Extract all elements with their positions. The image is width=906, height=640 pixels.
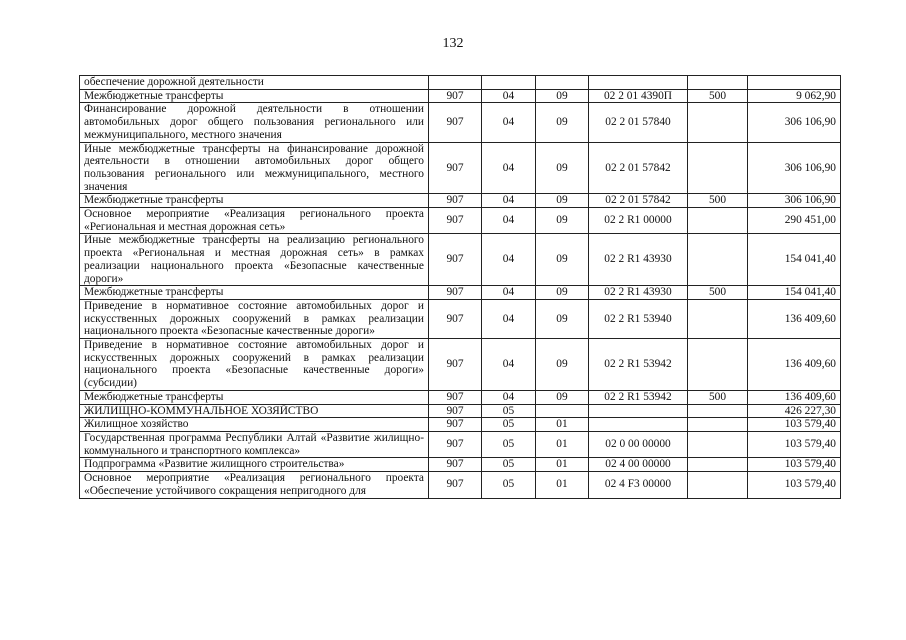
cell-amount: 306 106,90 xyxy=(748,194,841,208)
table-row xyxy=(80,458,841,472)
cell-expense-type xyxy=(688,234,748,286)
cell-subsection: 09 xyxy=(536,194,589,208)
cell-name: обеспечение дорожной деятельности xyxy=(80,76,429,90)
cell-ministry-code: 907 xyxy=(429,103,482,142)
page-number: 132 xyxy=(442,36,464,51)
cell-subsection: 01 xyxy=(536,431,589,457)
cell-name: Основное мероприятие «Реализация регионального проекта «Региональная и местная дорожная сеть» xyxy=(80,208,429,234)
cell-ministry-code: 907 xyxy=(429,431,482,457)
cell-target-item: 02 2 R1 00000 xyxy=(589,208,688,234)
table-row xyxy=(80,194,841,208)
cell-target-item: 02 2 R1 43930 xyxy=(589,286,688,300)
cell-name: Межбюджетные трансферты xyxy=(80,286,429,300)
cell-section: 04 xyxy=(482,339,536,391)
cell-amount: 103 579,40 xyxy=(748,431,841,457)
cell-subsection: 09 xyxy=(536,299,589,338)
cell-expense-type xyxy=(688,458,748,472)
cell-section xyxy=(482,76,536,90)
table-row xyxy=(80,89,841,103)
cell-subsection: 01 xyxy=(536,458,589,472)
table-row xyxy=(80,404,841,418)
table-row xyxy=(80,472,841,498)
cell-section: 05 xyxy=(482,431,536,457)
cell-name: Межбюджетные трансферты xyxy=(80,390,429,404)
cell-amount: 136 409,60 xyxy=(748,299,841,338)
table-row xyxy=(80,234,841,286)
cell-ministry-code: 907 xyxy=(429,208,482,234)
cell-ministry-code: 907 xyxy=(429,286,482,300)
cell-target-item: 02 0 00 00000 xyxy=(589,431,688,457)
cell-name: Государственная программа Республики Алтай «Развитие жилищно-коммунального и транспортного комплекса» xyxy=(80,431,429,457)
cell-name: Основное мероприятие «Реализация регионального проекта «Обеспечение устойчивого сокращения непригодного для xyxy=(80,472,429,498)
cell-ministry-code: 907 xyxy=(429,390,482,404)
cell-ministry-code: 907 xyxy=(429,418,482,432)
cell-expense-type xyxy=(688,339,748,391)
cell-amount: 9 062,90 xyxy=(748,89,841,103)
cell-name: Жилищное хозяйство xyxy=(80,418,429,432)
cell-ministry-code: 907 xyxy=(429,299,482,338)
budget-table xyxy=(79,75,841,499)
cell-section: 04 xyxy=(482,208,536,234)
cell-subsection: 09 xyxy=(536,89,589,103)
cell-target-item: 02 2 01 57842 xyxy=(589,194,688,208)
cell-amount: 103 579,40 xyxy=(748,418,841,432)
cell-amount: 136 409,60 xyxy=(748,390,841,404)
cell-section: 04 xyxy=(482,89,536,103)
cell-amount: 290 451,00 xyxy=(748,208,841,234)
cell-target-item: 02 2 R1 53940 xyxy=(589,299,688,338)
table-row xyxy=(80,76,841,90)
cell-ministry-code: 907 xyxy=(429,458,482,472)
cell-name: Приведение в нормативное состояние автомобильных дорог и искусственных дорожных сооружений в рамках реализации национального проекта «Безопасные качественные дороги» xyxy=(80,299,429,338)
cell-section: 04 xyxy=(482,390,536,404)
table-row xyxy=(80,339,841,391)
cell-name: Иные межбюджетные трансферты на реализацию регионального проекта «Региональная и местная дорожная сеть» в рамках реализации национального проекта «Безопасные качественные дороги» xyxy=(80,234,429,286)
cell-name: ЖИЛИЩНО-КОММУНАЛЬНОЕ ХОЗЯЙСТВО xyxy=(80,404,429,418)
cell-subsection: 01 xyxy=(536,472,589,498)
table-row xyxy=(80,103,841,142)
cell-ministry-code: 907 xyxy=(429,142,482,194)
cell-expense-type xyxy=(688,142,748,194)
cell-section: 05 xyxy=(482,458,536,472)
cell-expense-type: 500 xyxy=(688,286,748,300)
cell-target-item: 02 2 01 57842 xyxy=(589,142,688,194)
cell-name: Подпрограмма «Развитие жилищного строительства» xyxy=(80,458,429,472)
cell-amount: 306 106,90 xyxy=(748,142,841,194)
cell-amount: 136 409,60 xyxy=(748,339,841,391)
cell-section: 04 xyxy=(482,103,536,142)
cell-target-item xyxy=(589,76,688,90)
table-row xyxy=(80,418,841,432)
cell-subsection: 09 xyxy=(536,339,589,391)
cell-amount: 426 227,30 xyxy=(748,404,841,418)
cell-ministry-code xyxy=(429,76,482,90)
cell-subsection: 09 xyxy=(536,208,589,234)
cell-name: Межбюджетные трансферты xyxy=(80,89,429,103)
table-row xyxy=(80,208,841,234)
cell-section: 05 xyxy=(482,472,536,498)
cell-expense-type xyxy=(688,103,748,142)
cell-subsection xyxy=(536,76,589,90)
cell-expense-type xyxy=(688,76,748,90)
cell-ministry-code: 907 xyxy=(429,339,482,391)
cell-target-item: 02 2 R1 43930 xyxy=(589,234,688,286)
cell-subsection xyxy=(536,404,589,418)
budget-table-body xyxy=(80,76,841,499)
cell-ministry-code: 907 xyxy=(429,234,482,286)
cell-section: 04 xyxy=(482,299,536,338)
cell-section: 05 xyxy=(482,418,536,432)
cell-amount: 154 041,40 xyxy=(748,234,841,286)
cell-amount: 154 041,40 xyxy=(748,286,841,300)
cell-expense-type: 500 xyxy=(688,89,748,103)
table-row xyxy=(80,286,841,300)
cell-name: Межбюджетные трансферты xyxy=(80,194,429,208)
cell-expense-type xyxy=(688,208,748,234)
cell-target-item: 02 4 F3 00000 xyxy=(589,472,688,498)
cell-expense-type xyxy=(688,299,748,338)
cell-name: Финансирование дорожной деятельности в отношении автомобильных дорог общего пользования регионального или межмуниципального, местного значения xyxy=(80,103,429,142)
cell-section: 04 xyxy=(482,194,536,208)
cell-ministry-code: 907 xyxy=(429,89,482,103)
cell-subsection: 09 xyxy=(536,390,589,404)
cell-section: 04 xyxy=(482,234,536,286)
cell-subsection: 09 xyxy=(536,142,589,194)
cell-expense-type xyxy=(688,431,748,457)
cell-name: Иные межбюджетные трансферты на финансирование дорожной деятельности в отношении автомобильных дорог общего пользования регионального или межмуниципального, местного значения xyxy=(80,142,429,194)
cell-ministry-code: 907 xyxy=(429,404,482,418)
cell-amount xyxy=(748,76,841,90)
cell-expense-type xyxy=(688,418,748,432)
cell-target-item xyxy=(589,404,688,418)
cell-subsection: 09 xyxy=(536,286,589,300)
table-row xyxy=(80,390,841,404)
table-row xyxy=(80,299,841,338)
cell-amount: 103 579,40 xyxy=(748,472,841,498)
cell-expense-type: 500 xyxy=(688,194,748,208)
cell-name: Приведение в нормативное состояние автомобильных дорог и искусственных дорожных сооружений в рамках реализации национального проекта «Безопасные качественные дороги» (субсидии) xyxy=(80,339,429,391)
cell-ministry-code: 907 xyxy=(429,194,482,208)
cell-target-item xyxy=(589,418,688,432)
cell-subsection: 01 xyxy=(536,418,589,432)
table-row xyxy=(80,431,841,457)
cell-expense-type: 500 xyxy=(688,390,748,404)
cell-target-item: 02 4 00 00000 xyxy=(589,458,688,472)
cell-amount: 103 579,40 xyxy=(748,458,841,472)
cell-target-item: 02 2 R1 53942 xyxy=(589,339,688,391)
cell-section: 04 xyxy=(482,142,536,194)
cell-target-item: 02 2 01 57840 xyxy=(589,103,688,142)
cell-section: 04 xyxy=(482,286,536,300)
cell-subsection: 09 xyxy=(536,234,589,286)
cell-expense-type xyxy=(688,404,748,418)
table-row xyxy=(80,142,841,194)
cell-ministry-code: 907 xyxy=(429,472,482,498)
cell-expense-type xyxy=(688,472,748,498)
cell-target-item: 02 2 R1 53942 xyxy=(589,390,688,404)
cell-section: 05 xyxy=(482,404,536,418)
cell-subsection: 09 xyxy=(536,103,589,142)
cell-amount: 306 106,90 xyxy=(748,103,841,142)
cell-target-item: 02 2 01 4390П xyxy=(589,89,688,103)
